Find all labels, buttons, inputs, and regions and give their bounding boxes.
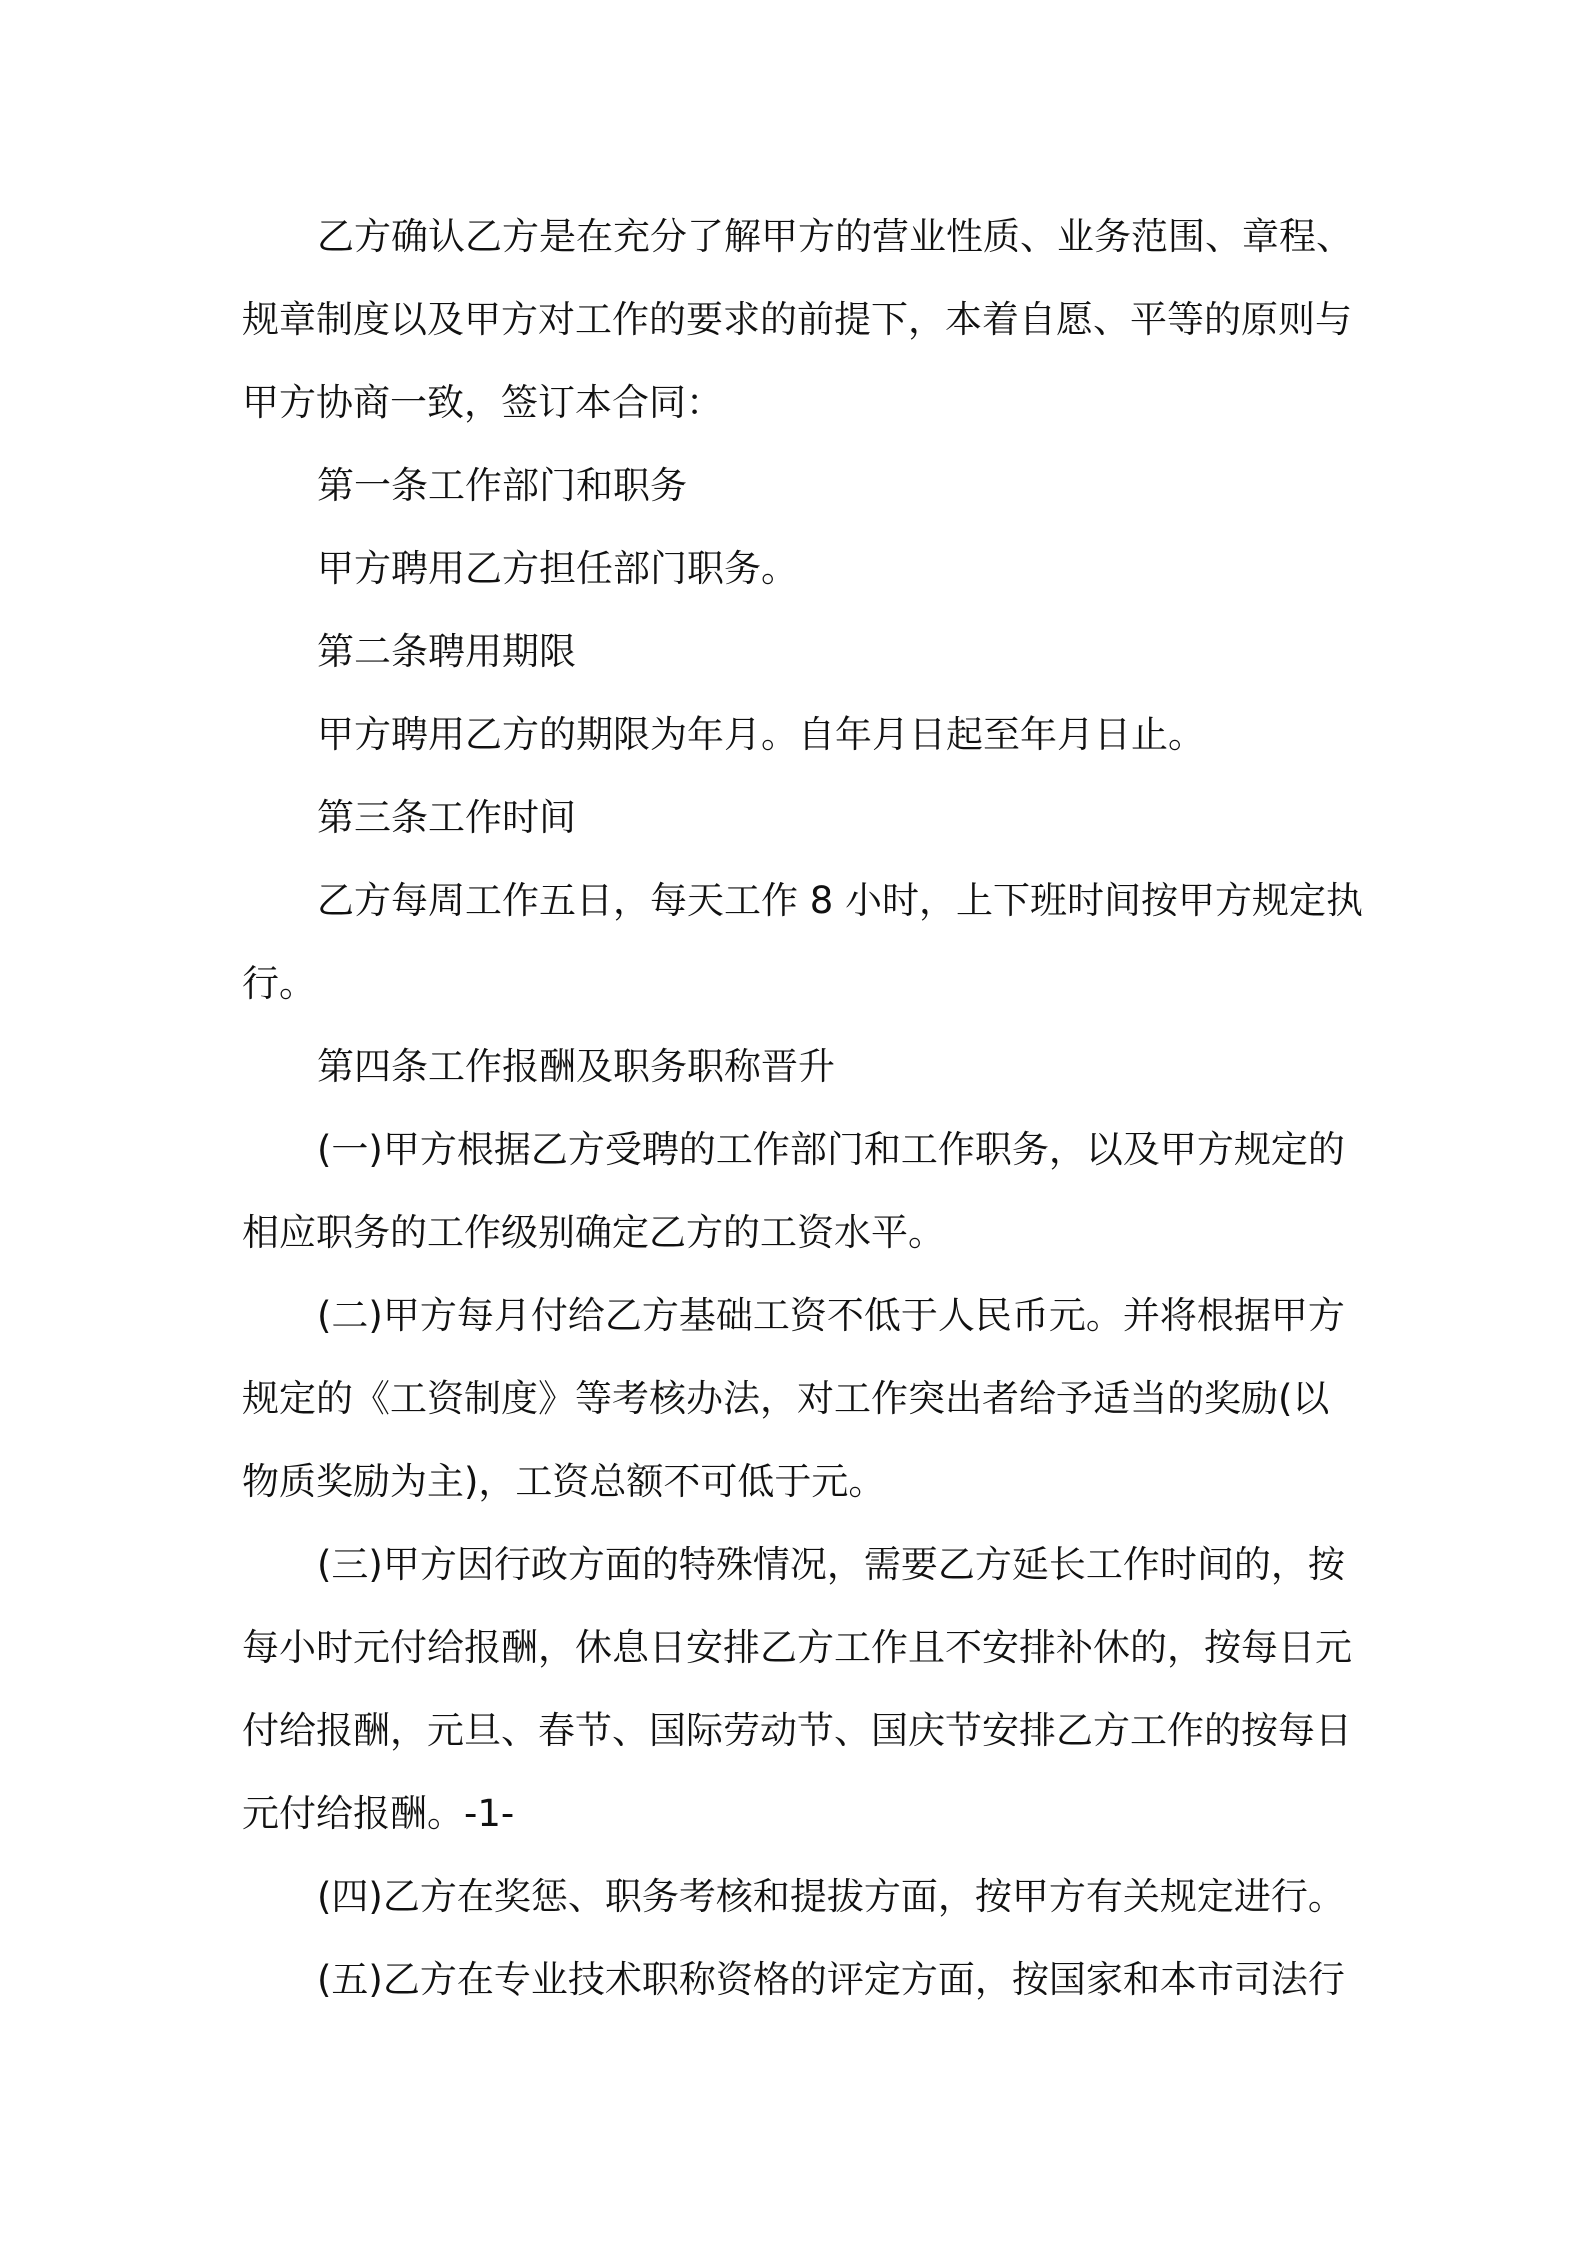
document-body (242, 195, 1364, 2021)
paragraph-line: (三)甲方因行政方面的特殊情况，需要乙方延长工作时间的，按 (317, 1543, 1345, 1586)
section-heading-1: 第一条工作部门和职务 (317, 464, 687, 507)
section-heading-4: 第四条工作报酬及职务职称晋升 (317, 1045, 835, 1088)
paragraph-line: (五)乙方在专业技术职称资格的评定方面，按国家和本市司法行 (317, 1958, 1345, 2001)
paragraph-line: 乙方确认乙方是在充分了解甲方的营业性质、业务范围、章程、 (317, 215, 1353, 258)
paragraph-line: 行。 (242, 962, 316, 1005)
paragraph-line: 物质奖励为主)，工资总额不可低于元。 (242, 1460, 886, 1503)
paragraph-line: 相应职务的工作级别确定乙方的工资水平。 (242, 1211, 945, 1254)
paragraph-line: 规章制度以及甲方对工作的要求的前提下，本着自愿、平等的原则与 (242, 298, 1352, 341)
paragraph-line: 乙方每周工作五日，每天工作 8 小时，上下班时间按甲方规定执 (317, 879, 1364, 922)
paragraph-line: 甲方聘用乙方的期限为年月。自年月日起至年月日止。 (317, 713, 1205, 756)
paragraph-line: (二)甲方每月付给乙方基础工资不低于人民币元。并将根据甲方 (317, 1294, 1345, 1337)
paragraph-line: 每小时元付给报酬，休息日安排乙方工作且不安排补休的，按每日元 (242, 1626, 1352, 1669)
paragraph-line: 甲方聘用乙方担任部门职务。 (317, 547, 798, 590)
paragraph-line: 规定的《工资制度》等考核办法，对工作突出者给予适当的奖励(以 (242, 1377, 1330, 1420)
paragraph-line: (四)乙方在奖惩、职务考核和提拔方面，按甲方有关规定进行。 (317, 1875, 1345, 1918)
paragraph-line: (一)甲方根据乙方受聘的工作部门和工作职务，以及甲方规定的 (317, 1128, 1345, 1171)
section-heading-2: 第二条聘用期限 (317, 630, 576, 673)
paragraph-line: 甲方协商一致，签订本合同： (242, 381, 723, 424)
paragraph-line: 付给报酬，元旦、春节、国际劳动节、国庆节安排乙方工作的按每日 (242, 1709, 1352, 1752)
section-heading-3: 第三条工作时间 (317, 796, 576, 839)
paragraph-line: 元付给报酬。-1- (242, 1792, 515, 1835)
